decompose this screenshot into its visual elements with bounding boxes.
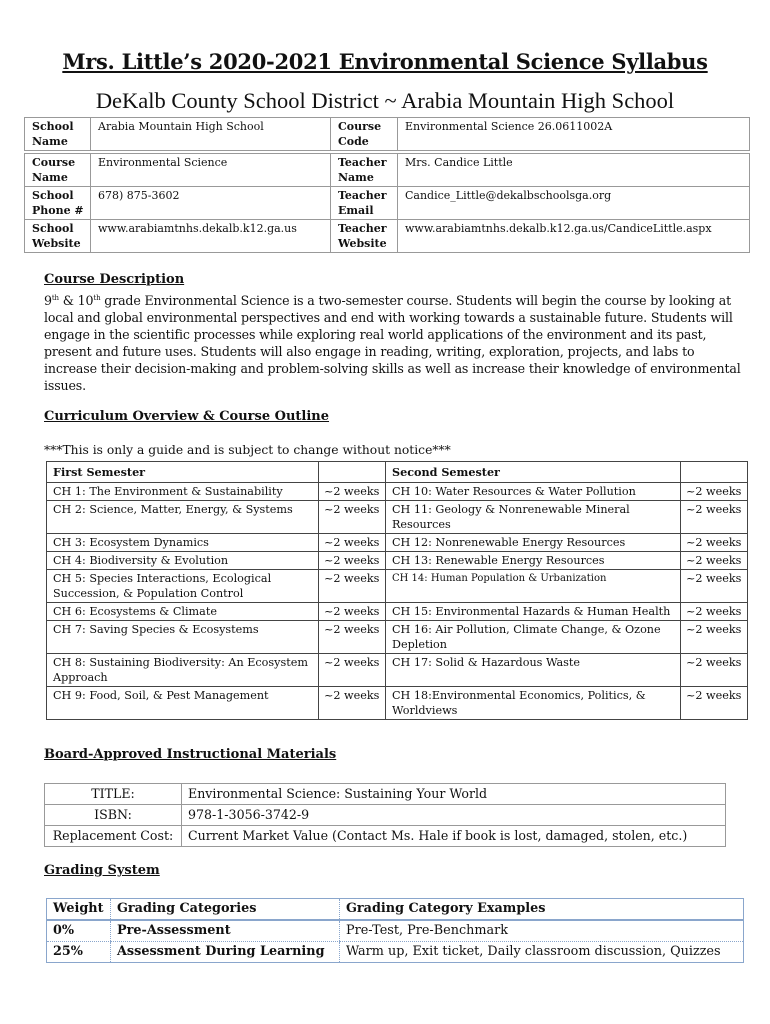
syllabus-title: Mrs. Little’s 2020-2021 Environmental Science Syllabus [62,49,708,74]
outline-row [47,552,748,570]
school-name-label: School Name [25,118,91,151]
second-semester-chapter: CH 10: Water Resources & Water Pollution [386,483,681,501]
materials-title-value: Environmental Science: Sustaining Your World [182,784,726,805]
grading-examples-header: Grading Category Examples [340,899,744,921]
second-semester-header: Second Semester [386,462,681,483]
materials-isbn-label: ISBN: [45,805,182,826]
school-name-value: Arabia Mountain High School [91,118,331,151]
second-semester-chapter: CH 13: Renewable Energy Resources [386,552,681,570]
materials-table [44,783,726,847]
second-semester-duration: ~2 weeks [681,501,748,534]
second-semester-duration: ~2 weeks [681,654,748,687]
materials-isbn-value: 978-1-3056-3742-9 [182,805,726,826]
second-semester-chapter: CH 12: Nonrenewable Energy Resources [386,534,681,552]
course-description-heading: Course Description [44,272,185,287]
first-semester-duration: ~2 weeks [319,654,386,687]
second-semester-duration: ~2 weeks [681,552,748,570]
first-semester-duration: ~2 weeks [319,603,386,621]
grading-examples: Pre-Test, Pre-Benchmark [340,920,744,942]
first-semester-chapter: CH 9: Food, Soil, & Pest Management [47,687,319,720]
first-semester-chapter: CH 1: The Environment & Sustainability [47,483,319,501]
second-semester-chapter: CH 15: Environmental Hazards & Human Health [386,603,681,621]
outline-row [47,621,748,654]
grading-weight: 25% [47,942,111,963]
grading-categories-header: Grading Categories [111,899,340,921]
grading-examples: Warm up, Exit ticket, Daily classroom discussion, Quizzes [340,942,744,963]
first-semester-header: First Semester [47,462,319,483]
materials-cost-value: Current Market Value (Contact Ms. Hale if book is lost, damaged, stolen, etc.) [182,826,726,847]
course-name-label: Course Name [25,154,91,187]
first-semester-duration: ~2 weeks [319,687,386,720]
outline-row [47,483,748,501]
course-name-value: Environmental Science [91,154,331,187]
second-semester-duration: ~2 weeks [681,621,748,654]
second-semester-chapter: CH 17: Solid & Hazardous Waste [386,654,681,687]
first-semester-duration: ~2 weeks [319,621,386,654]
second-semester-duration: ~2 weeks [681,687,748,720]
first-semester-duration: ~2 weeks [319,534,386,552]
outline-row [47,654,748,687]
school-phone-label: School Phone # [25,187,91,220]
first-semester-duration: ~2 weeks [319,552,386,570]
course-code-label: Course Code [331,118,398,151]
grading-category: Pre-Assessment [111,920,340,942]
second-semester-duration: ~2 weeks [681,483,748,501]
first-semester-duration: ~2 weeks [319,570,386,603]
second-semester-duration: ~2 weeks [681,603,748,621]
teacher-website-label: Teacher Website [331,220,398,253]
second-semester-chapter: CH 18:Environmental Economics, Politics, & Worldviews [386,687,681,720]
teacher-name-label: Teacher Name [331,154,398,187]
outline-row [47,501,748,534]
grading-heading: Grading System [44,863,160,878]
teacher-name-value: Mrs. Candice Little [398,154,750,187]
course-description-text: 9th & 10th grade Environmental Science is a two-semester course. Students will begin the course by looking at local and global environmental perspectives and end with working towards a sustainable future. Students will engage in the scientific processes while exploring real world applications of the environment and its past, present and future uses. Students will also engage in reading, writing, exploration, projects, and labs to increase their decision-making and problem-solving skills as well as increase their knowledge of environmental issues. [44,293,741,394]
first-semester-duration: ~2 weeks [319,483,386,501]
first-semester-chapter: CH 7: Saving Species & Ecosystems [47,621,319,654]
second-semester-chapter: CH 11: Geology & Nonrenewable Mineral Resources [386,501,681,534]
grading-weight-header: Weight [47,899,111,921]
curriculum-note: ***This is only a guide and is subject to change without notice*** [44,443,451,457]
second-semester-duration: ~2 weeks [681,570,748,603]
teacher-email-label: Teacher Email [331,187,398,220]
teacher-website-value: www.arabiamtnhs.dekalb.k12.ga.us/CandiceLittle.aspx [398,220,750,253]
first-semester-chapter: CH 8: Sustaining Biodiversity: An Ecosystem Approach [47,654,319,687]
course-info-table [24,117,750,253]
first-semester-duration: ~2 weeks [319,501,386,534]
school-website-value: www.arabiamtnhs.dekalb.k12.ga.us [91,220,331,253]
curriculum-heading: Curriculum Overview & Course Outline [44,409,330,424]
first-semester-chapter: CH 3: Ecosystem Dynamics [47,534,319,552]
teacher-email-value: Candice_Little@dekalbschoolsga.org [398,187,750,220]
outline-row [47,603,748,621]
outline-row [47,570,748,603]
grading-table [46,898,744,963]
materials-title-label: TITLE: [45,784,182,805]
first-semester-chapter: CH 6: Ecosystems & Climate [47,603,319,621]
course-code-value: Environmental Science 26.0611002A [398,118,750,151]
first-semester-chapter: CH 2: Science, Matter, Energy, & Systems [47,501,319,534]
materials-heading: Board-Approved Instructional Materials [44,747,337,762]
district-subtitle: DeKalb County School District ~ Arabia Mountain High School [95,88,675,113]
outline-row [47,534,748,552]
school-website-label: School Website [25,220,91,253]
first-semester-chapter: CH 5: Species Interactions, Ecological Succession, & Population Control [47,570,319,603]
first-semester-chapter: CH 4: Biodiversity & Evolution [47,552,319,570]
outline-row [47,687,748,720]
grading-category: Assessment During Learning [111,942,340,963]
school-phone-value: 678) 875-3602 [91,187,331,220]
second-semester-chapter: CH 14: Human Population & Urbanization [386,570,681,603]
materials-cost-label: Replacement Cost: [45,826,182,847]
course-outline-table [46,461,748,720]
second-semester-duration: ~2 weeks [681,534,748,552]
second-semester-chapter: CH 16: Air Pollution, Climate Change, & Ozone Depletion [386,621,681,654]
grading-weight: 0% [47,920,111,942]
